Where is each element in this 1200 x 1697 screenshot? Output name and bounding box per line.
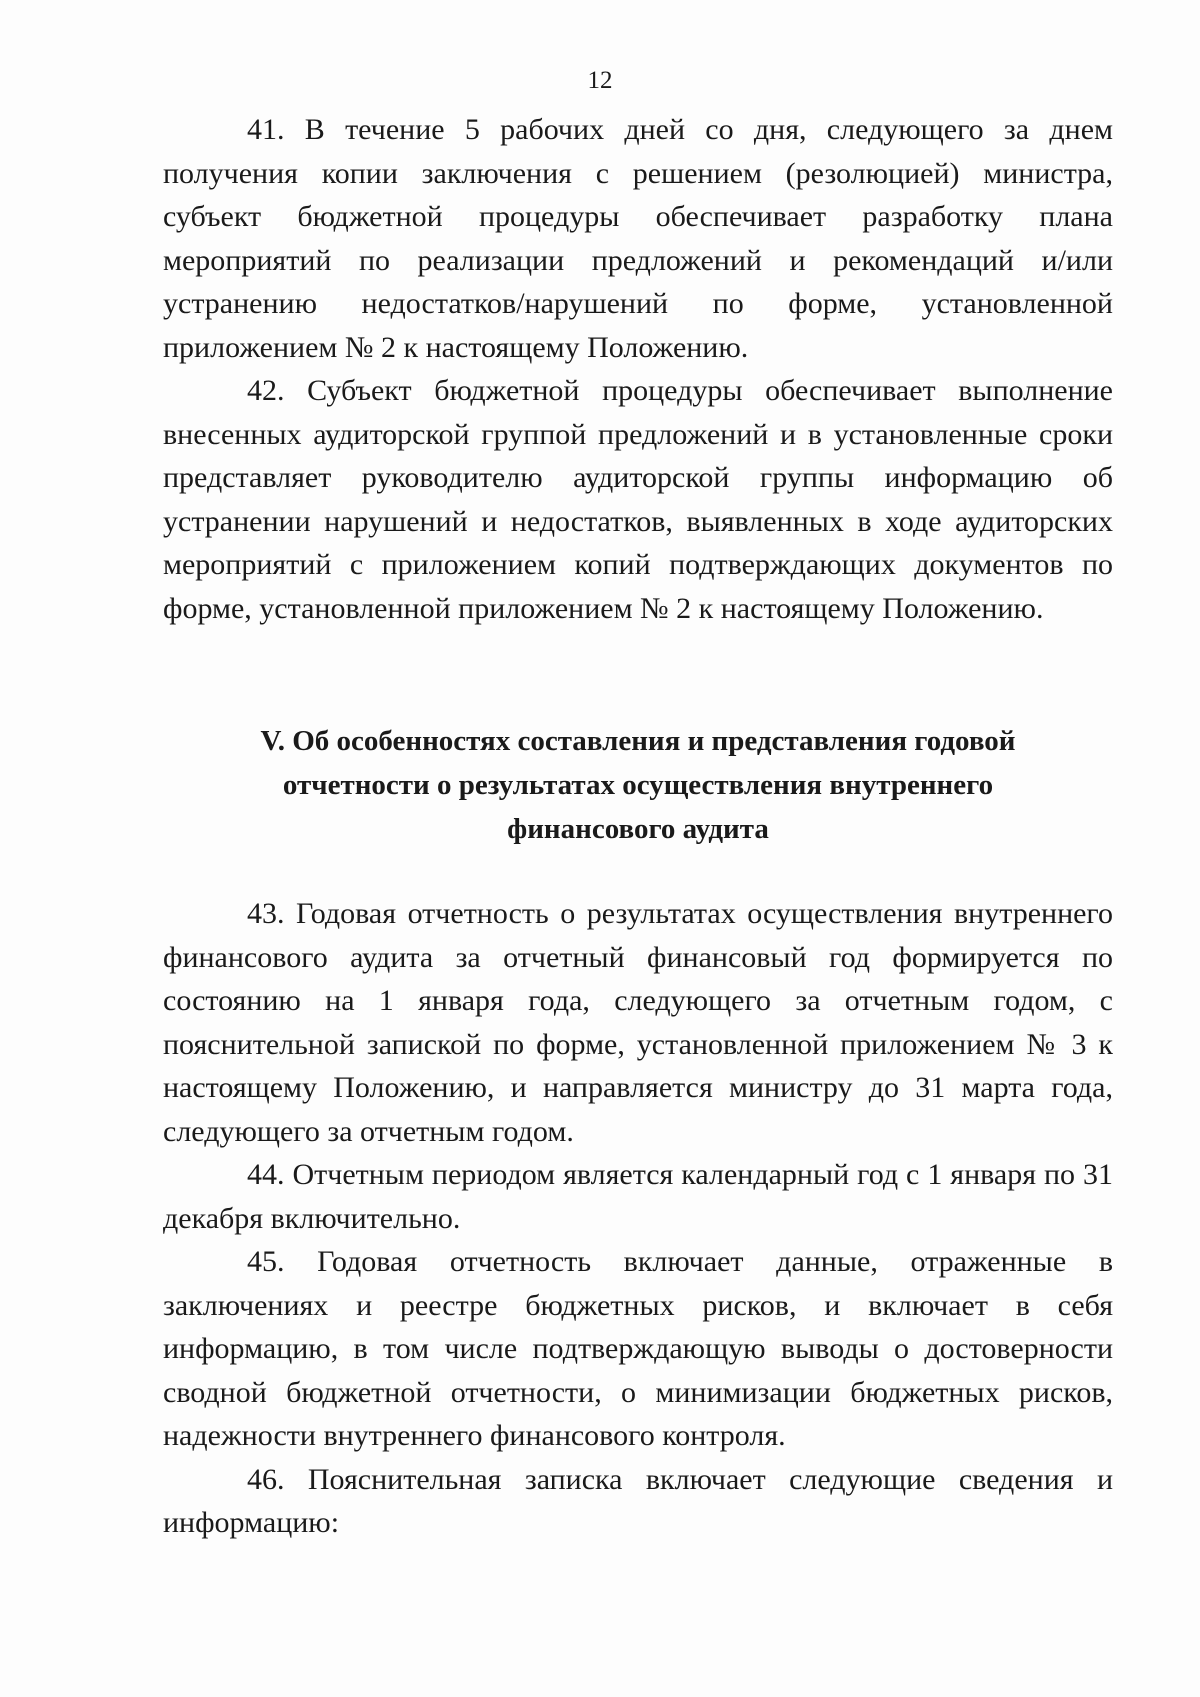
paragraph-41: 41. В течение 5 рабочих дней со дня, следующего за днем получения копии заключения с решением (резолюцией) министра, субъект бюджетной процедуры обеспечивает разработку плана мероприятий по реализации предложений и рекомендаций и/или устранению недостатков/нарушений по форме, установленной приложением № 2 к настоящему Положению. [163, 113, 1113, 364]
section-heading-line-2: отчетности о результатах осуществления внутреннего [282, 769, 994, 801]
section-heading-line-3: финансового аудита [507, 813, 769, 845]
paragraph-44: 44. Отчетным периодом является календарный год с 1 января по 31 декабря включительно. [163, 1158, 1113, 1235]
section-heading [163, 719, 1113, 851]
top-text-block [163, 108, 1113, 630]
paragraph-42: 42. Субъект бюджетной процедуры обеспечивает выполнение внесенных аудиторской группой предложений и в установленные сроки представляет руководителю аудиторской группы информацию об устранении нарушений и недостатков, выявленных в ходе аудиторских мероприятий с приложением копий подтверждающих документов по форме, установленной приложением № 2 к настоящему Положению. [163, 374, 1113, 625]
paragraph-45: 45. Годовая отчетность включает данные, отраженные в заключениях и реестре бюджетных рисков, и включает в себя информацию, в том числе подтверждающую выводы о достоверности сводной бюджетной отчетности, о минимизации бюджетных рисков, надежности внутреннего финансового контроля. [163, 1245, 1113, 1452]
bottom-text-block [163, 892, 1113, 1545]
paragraph-46: 46. Пояснительная записка включает следующие сведения и информацию: [163, 1462, 1113, 1539]
section-heading-line-1: V. Об особенностях составления и представления годовой [260, 725, 1016, 757]
page-number: 12 [587, 67, 613, 94]
paragraph-43: 43. Годовая отчетность о результатах осуществления внутреннего финансового аудита за отчетный финансовый год формируется по состоянию на 1 января года, следующего за отчетным годом, с пояснительной запиской по форме, установленной приложением № 3 к настоящему Положению, и направляется министру до 31 марта года, следующего за отчетным годом. [163, 897, 1113, 1148]
